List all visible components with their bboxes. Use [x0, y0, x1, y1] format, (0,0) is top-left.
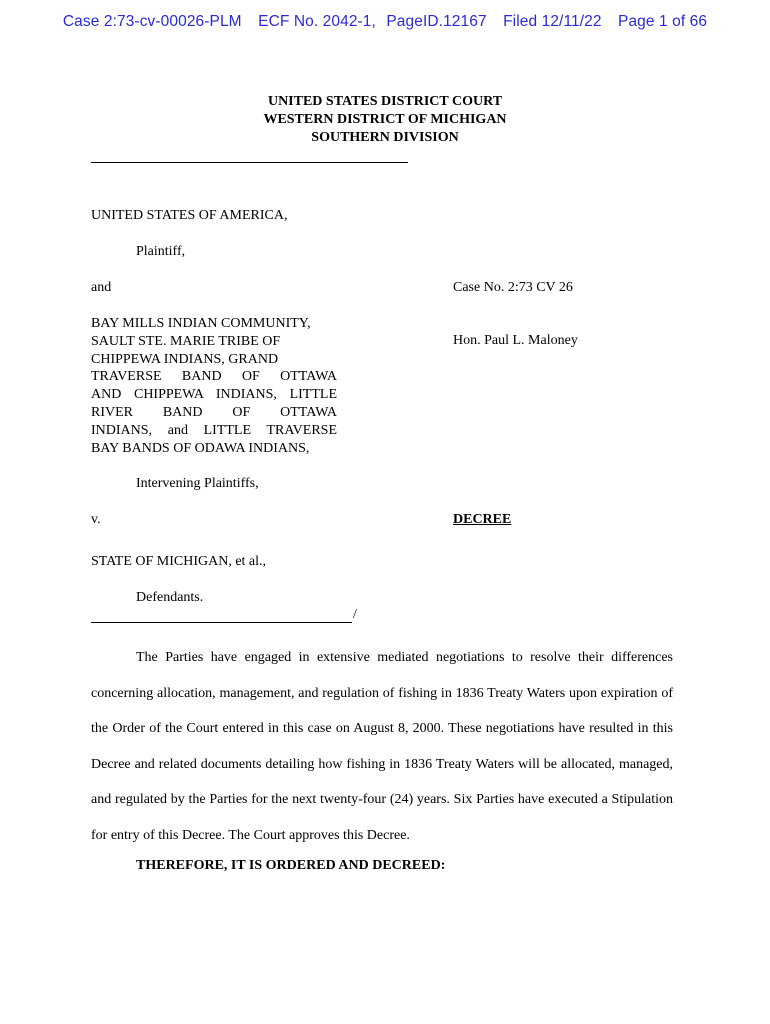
pageid-stamp: PageID.12167	[386, 13, 487, 30]
defendant-name: STATE OF MICHIGAN, et al.,	[91, 554, 267, 569]
heading-rule	[91, 162, 408, 163]
ecf-number-stamp: ECF No. 2042-1,	[258, 13, 376, 30]
body-paragraph: The Parties have engaged in extensive mediated negotiations to resolve their differences concerning allocation, management, and regulation of fishing in 1836 Treaty Waters upon expiration of the Order of the Court entered in this case on August 8, 2000. These negotiations have resulted in this Decree and related documents detailing how fishing in 1836 Treaty Waters will be allocated, managed, and regulated by the Parties for the next twenty-four (24) years. Six Parties have executed a Stipulation for entry of this Decree. The Court approves this Decree.	[91, 650, 673, 843]
intervenor-line: BAY BANDS OF ODAWA INDIANS,	[91, 440, 310, 456]
intervenor-role: Intervening Plaintiffs,	[136, 476, 259, 491]
intervenor-line: CHIPPEWA INDIANS, GRAND	[91, 351, 279, 367]
intervenor-line: TRAVERSE BAND OF OTTAWA	[91, 369, 337, 385]
intervenor-line: RIVER BAND OF OTTAWA	[91, 404, 337, 420]
caption-rule	[91, 622, 352, 623]
plaintiff-name: UNITED STATES OF AMERICA,	[91, 208, 288, 223]
ecf-header-stamp	[0, 13, 770, 31]
defendant-role: Defendants.	[136, 590, 204, 605]
case-number: Case No. 2:73 CV 26	[453, 280, 573, 295]
plaintiff-role: Plaintiff,	[136, 244, 186, 259]
and-conjunction: and	[91, 280, 112, 295]
caption-slash: /	[353, 607, 357, 622]
filed-date-stamp: Filed 12/11/22	[503, 13, 602, 30]
court-district: WESTERN DISTRICT OF MICHIGAN	[263, 112, 507, 127]
judge-name: Hon. Paul L. Maloney	[453, 333, 578, 348]
versus: v.	[91, 512, 101, 527]
court-division: SOUTHERN DIVISION	[311, 130, 459, 145]
intervenor-line: BAY MILLS INDIAN COMMUNITY,	[91, 316, 311, 331]
intervenor-line: SAULT STE. MARIE TRIBE OF	[91, 333, 281, 349]
intervenor-line: AND CHIPPEWA INDIANS, LITTLE	[91, 387, 337, 403]
intervening-parties-list	[91, 315, 337, 457]
page-count-stamp: Page 1 of 66	[618, 13, 708, 30]
ordered-heading: THEREFORE, IT IS ORDERED AND DECREED:	[136, 858, 446, 873]
case-number-stamp: Case 2:73-cv-00026-PLM	[62, 13, 242, 30]
court-name: UNITED STATES DISTRICT COURT	[267, 94, 503, 109]
document-title: DECREE	[453, 512, 512, 527]
intervenor-line: INDIANS, and LITTLE TRAVERSE	[91, 422, 337, 438]
